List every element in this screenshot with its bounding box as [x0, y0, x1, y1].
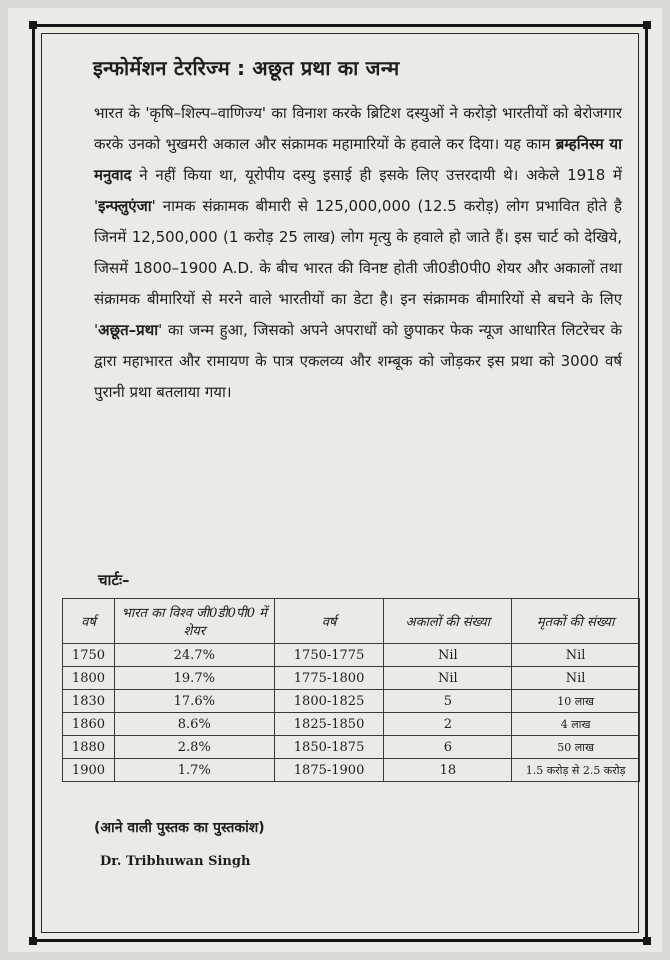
table-cell: Nil: [512, 667, 640, 690]
table-cell: 4 लाख: [512, 713, 640, 736]
table-cell: 1850-1875: [274, 736, 384, 759]
table-row: [63, 690, 640, 713]
body-bold-text: इन्फ्लुएंजा: [98, 197, 152, 215]
page-title: इन्फोर्मेशन टेररिज्म : अछूत प्रथा का जन्म: [93, 56, 400, 80]
table-cell: 1750-1775: [274, 644, 384, 667]
data-table: [62, 598, 640, 782]
body-bold-text: अछूत–प्रथा: [98, 321, 159, 339]
table-row: [63, 759, 640, 782]
table-cell: 17.6%: [114, 690, 274, 713]
table-cell: 1860: [63, 713, 115, 736]
body-paragraph: [94, 98, 622, 408]
table-cell: 1875-1900: [274, 759, 384, 782]
table-cell: 5: [384, 690, 512, 713]
column-header: वर्ष: [63, 599, 115, 644]
border-corner: [643, 937, 651, 945]
border-corner: [29, 21, 37, 29]
column-header: अकालों की संख्या: [384, 599, 512, 644]
border-corner: [29, 937, 37, 945]
document-page: [8, 8, 662, 952]
table-header-row: [63, 599, 640, 644]
column-header: भारत का विश्व जी0डी0पी0 में शेयर: [114, 599, 274, 644]
table-row: [63, 667, 640, 690]
border-corner: [643, 21, 651, 29]
table-cell: Nil: [384, 667, 512, 690]
table-cell: 1880: [63, 736, 115, 759]
column-header: वर्ष: [274, 599, 384, 644]
table-cell: 1750: [63, 644, 115, 667]
table-cell: 1825-1850: [274, 713, 384, 736]
author-name: Dr. Tribhuwan Singh: [100, 854, 251, 869]
table-cell: 8.6%: [114, 713, 274, 736]
table-row: [63, 644, 640, 667]
table-cell: Nil: [384, 644, 512, 667]
table-cell: Nil: [512, 644, 640, 667]
body-text-part: ' नामक संक्रामक बीमारी से 125,000,000 (12.5 करोड़) लोग प्रभावित होते है जिनमें 12,500,000 (1 करोड़ 25 लाख) लोग मृत्यु के हवाले हो जाते हैं। इस चार्ट को देखिये, जिसमें 1800–1900 A.D. के बीच भारत की विनष्ट होती जी0डी0पी0 शेयर और अकालों तथा संक्रामक बीमारियों से मरने वाले भारतीयों का डेटा है। इन संक्रामक बीमारियों से बचने के लिए ': [94, 197, 622, 339]
chart-label: चार्टः–: [98, 571, 130, 589]
table-cell: 1800-1825: [274, 690, 384, 713]
table-cell: 18: [384, 759, 512, 782]
table-cell: 1800: [63, 667, 115, 690]
table-cell: 1830: [63, 690, 115, 713]
table-cell: 1900: [63, 759, 115, 782]
body-text-part: भारत के 'कृषि–शिल्प–वाणिज्य' का विनाश करके ब्रिटिश दस्युओं ने करोड़ो भारतीयों को बेरोजगार करके उनको भुखमरी अकाल और संक्रामक महामारियों के हवाले कर दिया। यह काम: [94, 104, 622, 153]
body-text-part: ने नहीं किया था, यूरोपीय दस्यु इसाई ही इसके लिए उत्तरदायी थे। अकेले 1918 में ': [94, 166, 622, 215]
body-text-part: ' का जन्म हुआ, जिसको अपने अपराधों को छुपाकर फेक न्यूज आधारित लिटरेचर के द्वारा महाभारत और रामायण के पात्र एकलव्य और शम्बूक को जोड़कर इस प्रथा को 3000 वर्ष पुरानी प्रथा बतलाया गया।: [94, 321, 622, 401]
table-cell: 6: [384, 736, 512, 759]
table-cell: 1.5 करोड़ से 2.5 करोड़: [512, 759, 640, 782]
footer-note: (आने वाली पुस्तक का पुस्तकांश): [94, 820, 265, 836]
body-bold-text: ब्रम्हनिस्म या मनुवाद: [94, 135, 622, 184]
table-cell: 10 लाख: [512, 690, 640, 713]
table-row: [63, 736, 640, 759]
table-cell: 24.7%: [114, 644, 274, 667]
table-row: [63, 713, 640, 736]
table-cell: 2.8%: [114, 736, 274, 759]
table-cell: 2: [384, 713, 512, 736]
column-header: मृतकों की संख्या: [512, 599, 640, 644]
table-cell: 50 लाख: [512, 736, 640, 759]
table-cell: 1775-1800: [274, 667, 384, 690]
table-cell: 19.7%: [114, 667, 274, 690]
table-cell: 1.7%: [114, 759, 274, 782]
